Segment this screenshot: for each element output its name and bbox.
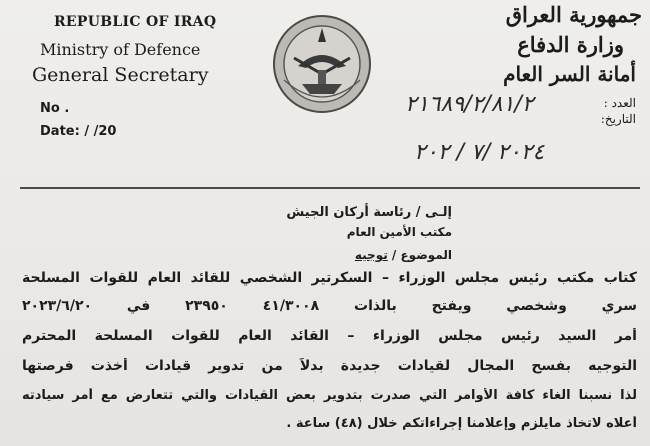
body-line: سري وشخصي ويفتح بالذات ٤١/٣٠٠٨ ٢٣٩٥٠ في ٢٠٢٣/٦/٢٠ xyxy=(22,298,637,314)
body-line: كتاب مكتب رئيس مجلس الوزراء – السكرتير الشخصي للقائد العام للقوات المسلحة xyxy=(22,270,637,286)
body-line: أعلاه لاتخاذ مايلزم وإعلامنا إجراءاتكم خلال (٤٨) ساعة . xyxy=(286,416,637,431)
header-divider xyxy=(20,187,640,189)
reference-number-label-ar: العدد : xyxy=(603,96,636,110)
letterhead-country-ar: جمهورية العراق xyxy=(505,2,642,27)
body-line: لذا نسبنا الغاء كافة الأوامر التي صدرت بتدوير بعض القيادات والتي تتعارض مع أمر سيادته xyxy=(22,388,637,403)
office-line: مكتب الأمين العام xyxy=(346,225,452,239)
date-label: Date: / /20 xyxy=(40,124,117,139)
subject-line xyxy=(355,248,452,262)
subject-value: توجيه xyxy=(354,248,388,262)
letterhead-country: REPUBLIC OF IRAQ xyxy=(54,14,217,30)
recipient-line: إلـى / رئاسة أركان الجيش xyxy=(286,205,452,220)
handwritten-date: ٢٠٢٤ /٧ / ٢٠٢ xyxy=(414,140,545,165)
subject-label: الموضوع / xyxy=(391,248,452,262)
reference-number-label: No . xyxy=(40,101,70,116)
date-label-ar: التاريخ: xyxy=(600,112,636,126)
ministry-emblem-icon xyxy=(272,14,372,114)
body-line: التوجيه بفسح المجال لقيادات جديدة بدلاً من تدوير قيادات أخذت فرصتها xyxy=(22,358,637,374)
handwritten-reference-number: ٢١٦٨٩/٢/٨١/٢ xyxy=(405,92,534,117)
body-line: أمر السيد رئيس مجلس الوزراء – القائد العام للقوات المسلحة المحترم xyxy=(22,328,637,344)
letterhead-ministry-ar: وزارة الدفاع xyxy=(517,32,624,57)
letterhead-department-ar: أمانة السر العام xyxy=(503,62,636,86)
letterhead-department: General Secretary xyxy=(32,64,209,86)
letterhead-ministry: Ministry of Defence xyxy=(40,40,201,59)
